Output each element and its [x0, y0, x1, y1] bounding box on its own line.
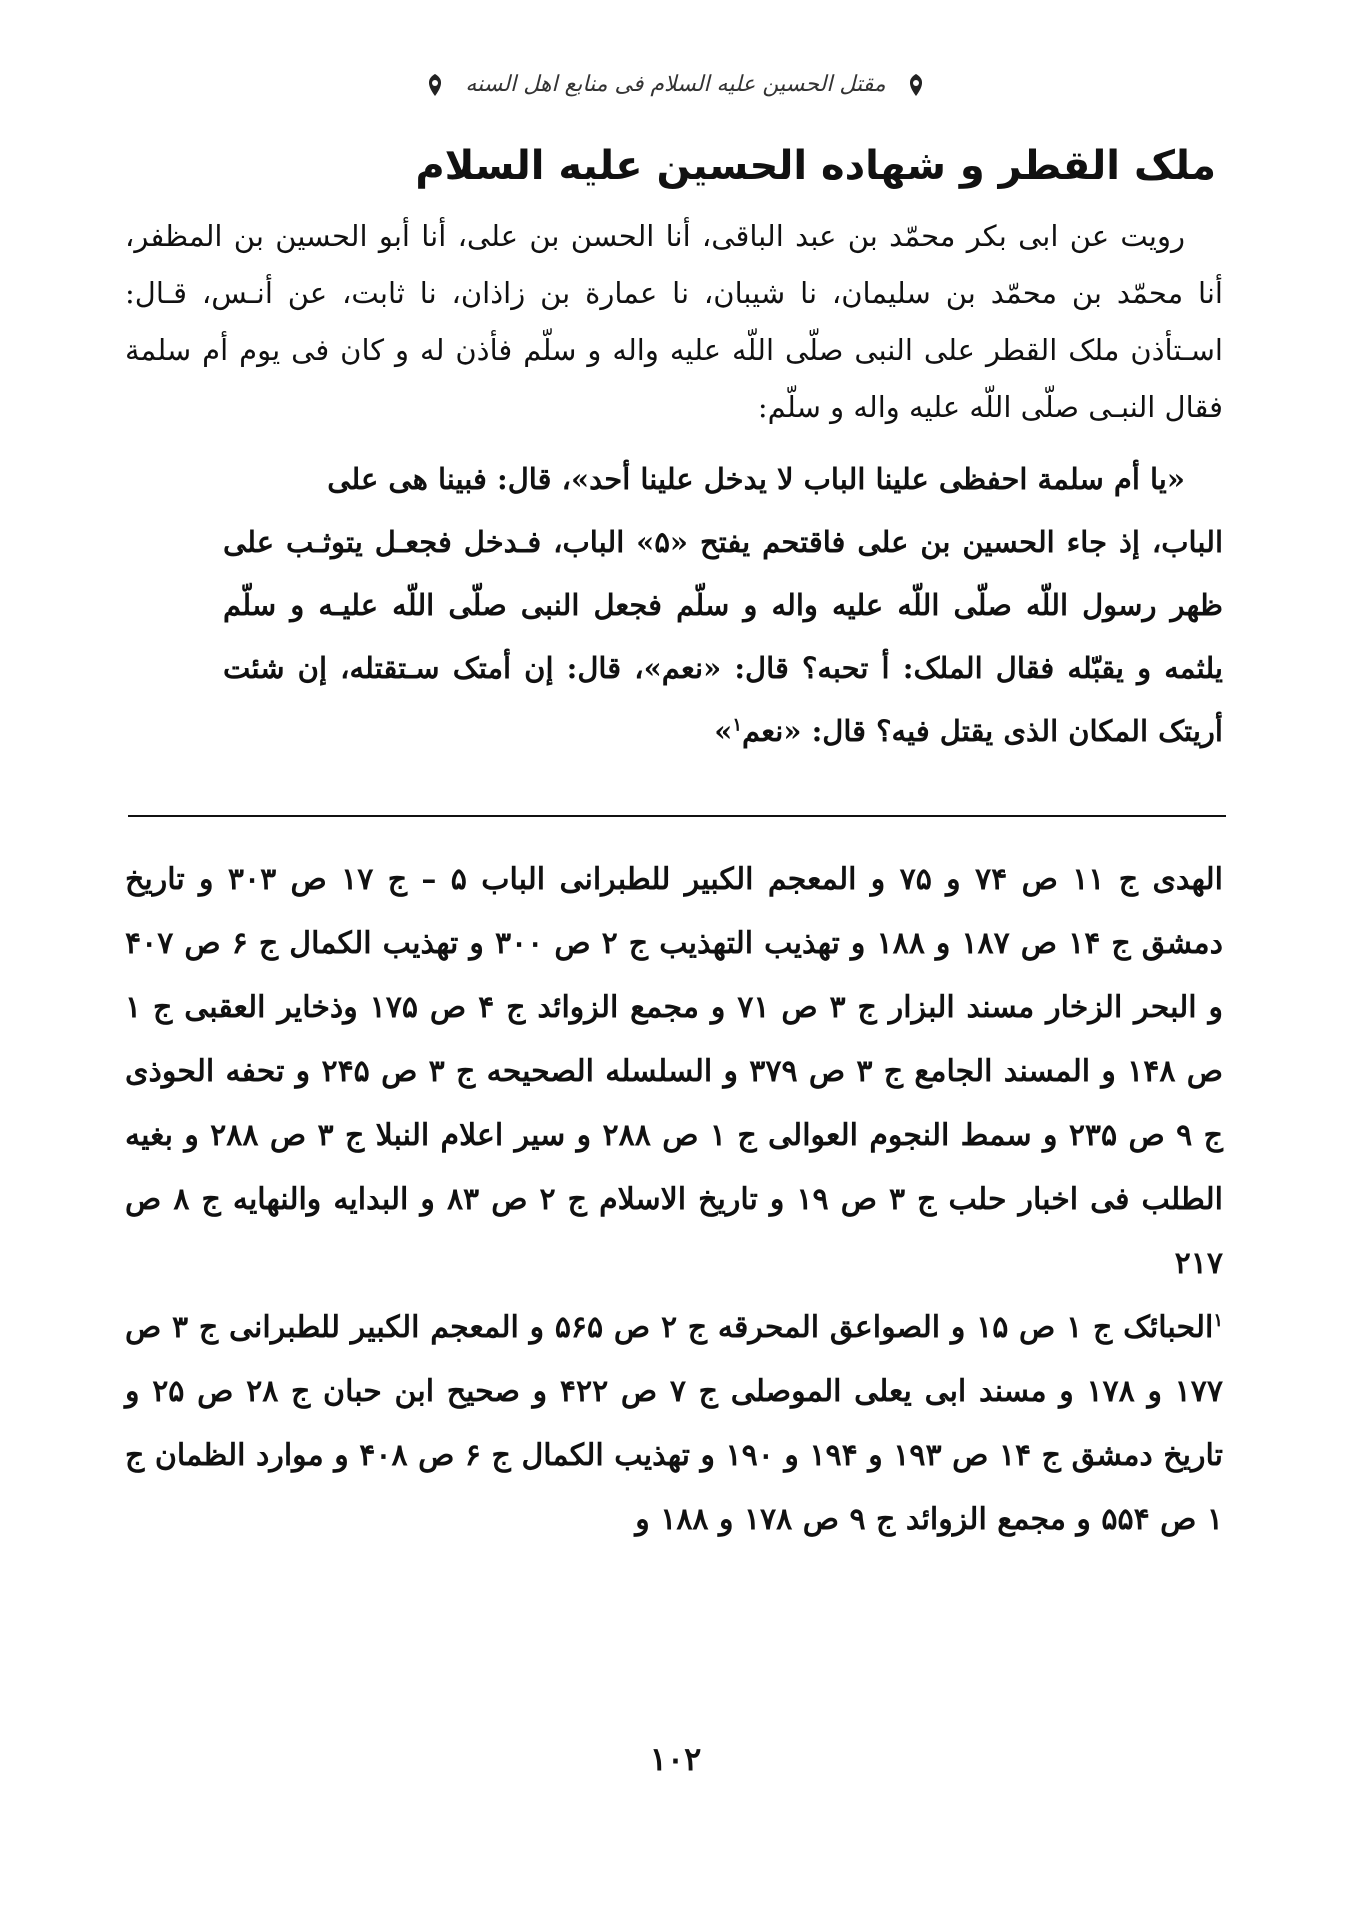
- quote-closing: »: [714, 714, 733, 748]
- quote-first-line: «يا أم سلمة احفظى علينا الباب لا يدخل علينا أحد»، قال: فبينا هى على: [327, 462, 1185, 496]
- intro-paragraph: رويت عن ابى بكر محمّد بن عبد الباقى، أنا الحسن بن على، أنا أبو الحسين بن المظفر، أنا محمّد بن محمّد بن سليمان، نا شيبان، نا عمارة بن زاذان، نا ثابت، عن أنـس، قـال: اسـتأذن ملک القطر على النبى صلّى اللّه عليه واله و سلّم فأذن له و كان فى يوم أم سلمة فقال النبـى صلّى اللّه عليه واله و سلّم:: [125, 219, 1223, 424]
- quote-body: الباب، إذ جاء الحسين بن على فاقتحم يفتح «۵» الباب، فـدخل فجعـل يتوثـب على ظهر رسول اللّه صلّى اللّه عليه واله و سلّم فجعل النبى صلّى اللّه عليـه و سلّم يلثمه و يقبّله فقال الملک: أ تحبه؟ قال: «نعم»، قال: إن أمتک سـتقتله، إن شئت أريتک المكان الذى يقتل فيه؟ قال: «نعم: [223, 525, 1223, 748]
- ornament-left-icon: [422, 72, 448, 98]
- section-title: ملک القطر و شهاده الحسین علیه السلام: [415, 143, 1216, 189]
- footnote-number: ١: [1213, 1310, 1223, 1331]
- footnote-ref[interactable]: ۱: [732, 714, 742, 736]
- running-head-text: مقتل الحسین علیه السلام فی منابع اهل السنه: [465, 72, 886, 97]
- footnote-divider: [128, 815, 1226, 817]
- footnote-continuation: الهدى ج ١١ ص ٧۴ و ٧۵ و المعجم الكبير للطبرانى الباب ۵ – ج ١٧ ص ٣٠٣ و تاريخ دمشق ج ١۴ ص ١٨٧ و ١٨٨ و تهذيب التهذيب ج ٢ ص ٣٠٠ و تهذيب الكمال ج ۶ ص ۴٠٧ و البحر الزخار مسند البزار ج ٣ ص ٧١ و مجمع الزوائد ج ۴ ص ١٧۵ وذخاير العقبى ج ١ ص ١۴٨ و المسند الجامع ج ٣ ص ٣٧٩ و السلسله الصحيحه ج ٣ ص ٢۴۵ و تحفه الحوذى ج ٩ ص ٢٣۵ و سمط النجوم العوالى ج ١ ص ٢٨٨ و سير اعلام النبلا ج ٣ ص ٢٨٨ و بغيه الطلب فى اخبار حلب ج ٣ ص ١٩ و تاريخ الاسلام ج ٢ ص ٨٣ و البدايه والنهايه ج ٨ ص ٢١٧: [125, 862, 1223, 1281]
- running-head: [0, 72, 1351, 98]
- footnotes: [125, 848, 1223, 1552]
- footnote-1: [125, 1296, 1223, 1552]
- ornament-right-icon: [903, 72, 929, 98]
- footnote-1-text: الحبائک ج ١ ص ١۵ و الصواعق المحرقه ج ٢ ص ۵۶۵ و المعجم الكبير للطبرانى ج ٣ ص ١٧٧ و ١٧٨ و مسند ابى يعلى الموصلى ج ٧ ص ۴٢٢ و صحيح ابن حبان ج ٢٨ ص ٢۵ و تاريخ دمشق ج ١۴ ص ١٩٣ و ١٩۴ و ١٩٠ و تهذيب الكمال ج ۶ ص ۴٠٨ و موارد الظمان ج ١ ص ۵۵۴ و مجمع الزوائد ج ٩ ص ١٧٨ و ١٨٨ و: [125, 1310, 1223, 1537]
- hadith-quote: [223, 448, 1223, 763]
- page-number: ١٠٢: [649, 1740, 702, 1778]
